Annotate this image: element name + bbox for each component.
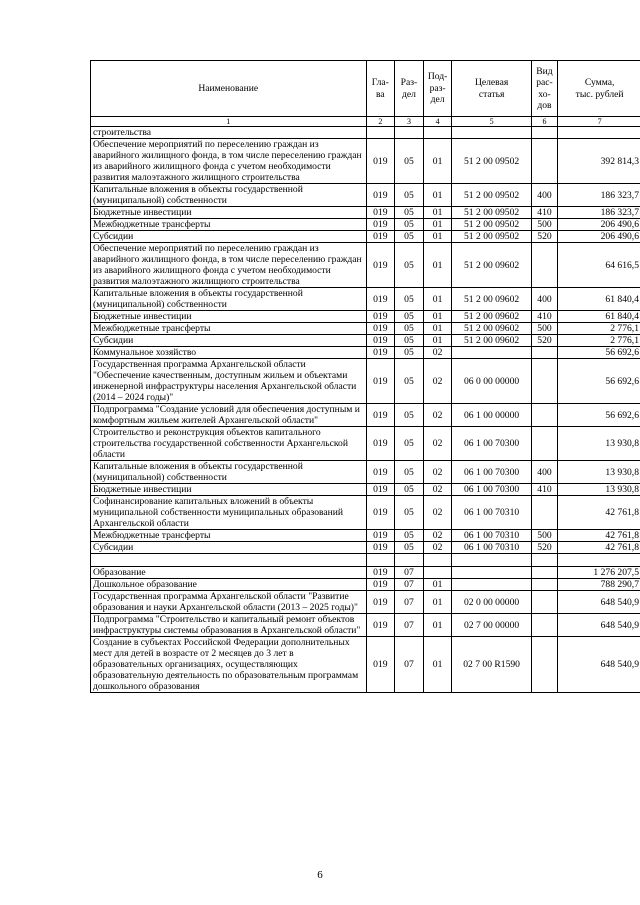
row-section: 05: [395, 496, 424, 530]
row-chapter: 019: [366, 359, 395, 404]
row-sum: 648 540,9: [558, 591, 640, 614]
row-chapter: 019: [366, 139, 395, 184]
row-expense-type: 400: [531, 288, 557, 311]
row-subsection: 02: [423, 359, 452, 404]
row-section: 05: [395, 139, 424, 184]
table-header-row: [91, 61, 640, 117]
row-name: Бюджетные инвестиции: [91, 207, 367, 219]
row-sum: 648 540,9: [558, 614, 640, 637]
row-chapter: [366, 554, 395, 567]
table-row: [91, 554, 640, 567]
table-row: [91, 184, 640, 207]
row-name: Бюджетные инвестиции: [91, 484, 367, 496]
row-sum: 206 490,6: [558, 219, 640, 231]
page-number: 6: [317, 869, 323, 881]
row-target-article: [452, 579, 531, 591]
row-section: 05: [395, 347, 424, 359]
table-row: [91, 359, 640, 404]
row-sum: [558, 554, 640, 567]
row-chapter: 019: [366, 231, 395, 243]
row-subsection: 02: [423, 530, 452, 542]
row-chapter: 019: [366, 347, 395, 359]
table-row: [91, 139, 640, 184]
row-name: Государственная программа Архангельской области "Развитие образования и науки Архангельской области (2013 – 2025 годы)": [91, 591, 367, 614]
row-subsection: 01: [423, 231, 452, 243]
row-subsection: 01: [423, 288, 452, 311]
row-sum: 186 323,7: [558, 207, 640, 219]
table-row: [91, 542, 640, 554]
row-subsection: 01: [423, 184, 452, 207]
row-name: Дошкольное образование: [91, 579, 367, 591]
row-sum: 61 840,4: [558, 288, 640, 311]
row-chapter: 019: [366, 288, 395, 311]
row-target-article: 02 7 00 00000: [452, 614, 531, 637]
table-row: [91, 207, 640, 219]
row-subsection: [423, 127, 452, 139]
row-expense-type: 410: [531, 311, 557, 323]
row-sum: 2 776,1: [558, 323, 640, 335]
row-subsection: [423, 567, 452, 579]
column-number: 7: [558, 117, 640, 127]
row-expense-type: [531, 554, 557, 567]
table-row: [91, 311, 640, 323]
row-name: Коммунальное хозяйство: [91, 347, 367, 359]
row-subsection: 01: [423, 323, 452, 335]
row-chapter: 019: [366, 579, 395, 591]
row-subsection: 01: [423, 579, 452, 591]
row-section: 05: [395, 231, 424, 243]
table-row: [91, 404, 640, 427]
row-name: Капитальные вложения в объекты государственной (муниципальной) собственности: [91, 288, 367, 311]
row-name: Подпрограмма "Создание условий для обеспечения доступным и комфортным жильем жителей Архангельской области": [91, 404, 367, 427]
row-section: [395, 554, 424, 567]
row-expense-type: 520: [531, 542, 557, 554]
header-target: Целевая статья: [452, 61, 531, 117]
row-section: 05: [395, 335, 424, 347]
row-expense-type: [531, 404, 557, 427]
row-sum: 56 692,6: [558, 347, 640, 359]
row-chapter: 019: [366, 614, 395, 637]
table-row: [91, 219, 640, 231]
column-number: 5: [452, 117, 531, 127]
row-section: 05: [395, 542, 424, 554]
row-sum: 42 761,8: [558, 496, 640, 530]
row-expense-type: [531, 614, 557, 637]
table-row: [91, 323, 640, 335]
row-section: 05: [395, 359, 424, 404]
row-chapter: 019: [366, 207, 395, 219]
row-section: 05: [395, 404, 424, 427]
row-target-article: 51 2 00 09602: [452, 243, 531, 288]
row-target-article: 06 1 00 70310: [452, 542, 531, 554]
column-number: 6: [531, 117, 557, 127]
row-expense-type: [531, 427, 557, 461]
row-chapter: [366, 127, 395, 139]
row-name: Подпрограмма "Строительство и капитальный ремонт объектов инфраструктуры системы образования в Архангельской области": [91, 614, 367, 637]
row-sum: 64 616,5: [558, 243, 640, 288]
row-subsection: 01: [423, 219, 452, 231]
row-expense-type: 500: [531, 323, 557, 335]
row-chapter: 019: [366, 530, 395, 542]
row-expense-type: [531, 579, 557, 591]
row-expense-type: [531, 243, 557, 288]
row-subsection: 02: [423, 461, 452, 484]
row-name: Капитальные вложения в объекты государственной (муниципальной) собственности: [91, 184, 367, 207]
table-row: [91, 461, 640, 484]
table-row: [91, 335, 640, 347]
row-sum: 206 490,6: [558, 231, 640, 243]
row-expense-type: [531, 567, 557, 579]
row-name: [91, 554, 367, 567]
row-expense-type: 520: [531, 231, 557, 243]
row-name: Государственная программа Архангельской области "Обеспечение качественным, доступным жильем и объектами инженерной инфраструктуры населения Архангельской области (2014 – 2024 годы)": [91, 359, 367, 404]
table-row: [91, 243, 640, 288]
row-section: 05: [395, 288, 424, 311]
row-chapter: 019: [366, 404, 395, 427]
row-name: Бюджетные инвестиции: [91, 311, 367, 323]
table-row: [91, 231, 640, 243]
row-expense-type: [531, 127, 557, 139]
row-chapter: 019: [366, 591, 395, 614]
header-sum: Сумма, тыс. рублей: [558, 61, 640, 117]
row-expense-type: [531, 347, 557, 359]
row-chapter: 019: [366, 461, 395, 484]
table-row: [91, 484, 640, 496]
row-expense-type: 520: [531, 335, 557, 347]
row-target-article: 06 1 00 70300: [452, 484, 531, 496]
row-expense-type: [531, 496, 557, 530]
row-section: 05: [395, 219, 424, 231]
row-section: 05: [395, 184, 424, 207]
row-chapter: 019: [366, 311, 395, 323]
row-target-article: 51 2 00 09502: [452, 219, 531, 231]
row-name: Обеспечение мероприятий по переселению граждан из аварийного жилищного фонда, в том числе переселению граждан из аварийного жилищного фонда с учетом необходимости развития малоэтажного жилищного строительства: [91, 139, 367, 184]
row-name: Строительство и реконструкция объектов капитального строительства государственной собственности Архангельской области: [91, 427, 367, 461]
row-subsection: [423, 554, 452, 567]
row-section: 07: [395, 637, 424, 693]
row-subsection: 01: [423, 207, 452, 219]
table-row: [91, 288, 640, 311]
row-chapter: 019: [366, 323, 395, 335]
row-sum: 1 276 207,5: [558, 567, 640, 579]
row-expense-type: 410: [531, 207, 557, 219]
row-target-article: [452, 127, 531, 139]
row-name: строительства: [91, 127, 367, 139]
row-chapter: 019: [366, 335, 395, 347]
column-number: 4: [423, 117, 452, 127]
column-numbers-row: [91, 117, 640, 127]
column-number: 2: [366, 117, 395, 127]
row-name: Субсидии: [91, 231, 367, 243]
row-target-article: [452, 347, 531, 359]
row-section: 05: [395, 323, 424, 335]
row-expense-type: 400: [531, 461, 557, 484]
row-target-article: 51 2 00 09502: [452, 231, 531, 243]
row-target-article: 06 0 00 00000: [452, 359, 531, 404]
table-body: [91, 127, 640, 693]
row-expense-type: 500: [531, 530, 557, 542]
row-subsection: 01: [423, 591, 452, 614]
row-section: 05: [395, 461, 424, 484]
table-row: [91, 127, 640, 139]
row-expense-type: 410: [531, 484, 557, 496]
row-subsection: 02: [423, 496, 452, 530]
row-sum: 392 814,3: [558, 139, 640, 184]
row-expense-type: 400: [531, 184, 557, 207]
row-name: Обеспечение мероприятий по переселению граждан из аварийного жилищного фонда, в том числе переселению граждан из аварийного жилищного фонда с учетом необходимости развития малоэтажного жилищного строительства: [91, 243, 367, 288]
row-section: 05: [395, 311, 424, 323]
row-target-article: 51 2 00 09602: [452, 323, 531, 335]
table-row: [91, 579, 640, 591]
row-target-article: 06 1 00 70310: [452, 496, 531, 530]
row-subsection: 02: [423, 347, 452, 359]
table-row: [91, 347, 640, 359]
row-sum: 648 540,9: [558, 637, 640, 693]
header-subsection: Под- раз- дел: [423, 61, 452, 117]
row-target-article: 51 2 00 09602: [452, 335, 531, 347]
row-target-article: 02 7 00 R1590: [452, 637, 531, 693]
row-section: 07: [395, 614, 424, 637]
row-section: 07: [395, 579, 424, 591]
row-target-article: 06 1 00 70300: [452, 461, 531, 484]
row-chapter: 019: [366, 637, 395, 693]
row-section: 05: [395, 243, 424, 288]
row-subsection: 01: [423, 335, 452, 347]
row-sum: 42 761,8: [558, 530, 640, 542]
table-row: [91, 591, 640, 614]
row-sum: 13 930,8: [558, 461, 640, 484]
row-chapter: 019: [366, 542, 395, 554]
row-chapter: 019: [366, 567, 395, 579]
row-target-article: [452, 567, 531, 579]
row-subsection: 01: [423, 243, 452, 288]
row-sum: [558, 127, 640, 139]
header-chapter: Гла- ва: [366, 61, 395, 117]
row-name: Межбюджетные трансферты: [91, 530, 367, 542]
row-section: 07: [395, 567, 424, 579]
row-target-article: 06 1 00 70300: [452, 427, 531, 461]
table-row: [91, 614, 640, 637]
table-row: [91, 567, 640, 579]
column-number: 3: [395, 117, 424, 127]
row-target-article: 51 2 00 09602: [452, 288, 531, 311]
row-target-article: 02 0 00 00000: [452, 591, 531, 614]
row-expense-type: [531, 139, 557, 184]
header-name: Наименование: [91, 61, 367, 117]
row-subsection: 01: [423, 311, 452, 323]
row-name: Создание в субъектах Российской Федерации дополнительных мест для детей в возрасте от 2 месяцев до 3 лет в образовательных организациях, осуществляющих образовательную деятельность по образовательным программам дошкольного образования: [91, 637, 367, 693]
table-row: [91, 637, 640, 693]
row-chapter: 019: [366, 427, 395, 461]
row-sum: 56 692,6: [558, 359, 640, 404]
row-target-article: 51 2 00 09502: [452, 207, 531, 219]
row-target-article: 06 1 00 70310: [452, 530, 531, 542]
row-section: 05: [395, 207, 424, 219]
row-name: Субсидии: [91, 542, 367, 554]
row-sum: 13 930,8: [558, 484, 640, 496]
row-chapter: 019: [366, 219, 395, 231]
row-sum: 56 692,6: [558, 404, 640, 427]
header-type: Вид рас- хо- дов: [531, 61, 557, 117]
header-section: Раз- дел: [395, 61, 424, 117]
row-expense-type: [531, 359, 557, 404]
row-section: 05: [395, 530, 424, 542]
row-sum: 186 323,7: [558, 184, 640, 207]
row-name: Образование: [91, 567, 367, 579]
row-target-article: [452, 554, 531, 567]
row-section: 05: [395, 427, 424, 461]
row-name: Межбюджетные трансферты: [91, 323, 367, 335]
row-sum: 788 290,7: [558, 579, 640, 591]
row-target-article: 06 1 00 00000: [452, 404, 531, 427]
budget-table: [90, 60, 640, 693]
row-subsection: 01: [423, 637, 452, 693]
row-subsection: 01: [423, 614, 452, 637]
row-section: 07: [395, 591, 424, 614]
row-subsection: 02: [423, 542, 452, 554]
row-sum: 13 930,8: [558, 427, 640, 461]
row-chapter: 019: [366, 484, 395, 496]
column-number: 1: [91, 117, 367, 127]
row-chapter: 019: [366, 184, 395, 207]
row-name: Субсидии: [91, 335, 367, 347]
row-subsection: 02: [423, 427, 452, 461]
row-target-article: 51 2 00 09502: [452, 139, 531, 184]
row-sum: 2 776,1: [558, 335, 640, 347]
row-expense-type: [531, 591, 557, 614]
row-name: Софинансирование капитальных вложений в объекты муниципальной собственности муниципальных образований Архангельской области: [91, 496, 367, 530]
table-row: [91, 496, 640, 530]
row-target-article: 51 2 00 09502: [452, 184, 531, 207]
row-chapter: 019: [366, 243, 395, 288]
row-sum: 42 761,8: [558, 542, 640, 554]
table-row: [91, 427, 640, 461]
table-row: [91, 530, 640, 542]
row-target-article: 51 2 00 09602: [452, 311, 531, 323]
row-subsection: 01: [423, 139, 452, 184]
row-name: Межбюджетные трансферты: [91, 219, 367, 231]
row-expense-type: 500: [531, 219, 557, 231]
row-name: Капитальные вложения в объекты государственной (муниципальной) собственности: [91, 461, 367, 484]
row-chapter: 019: [366, 496, 395, 530]
row-expense-type: [531, 637, 557, 693]
row-subsection: 02: [423, 404, 452, 427]
row-sum: 61 840,4: [558, 311, 640, 323]
row-section: [395, 127, 424, 139]
row-subsection: 02: [423, 484, 452, 496]
row-section: 05: [395, 484, 424, 496]
